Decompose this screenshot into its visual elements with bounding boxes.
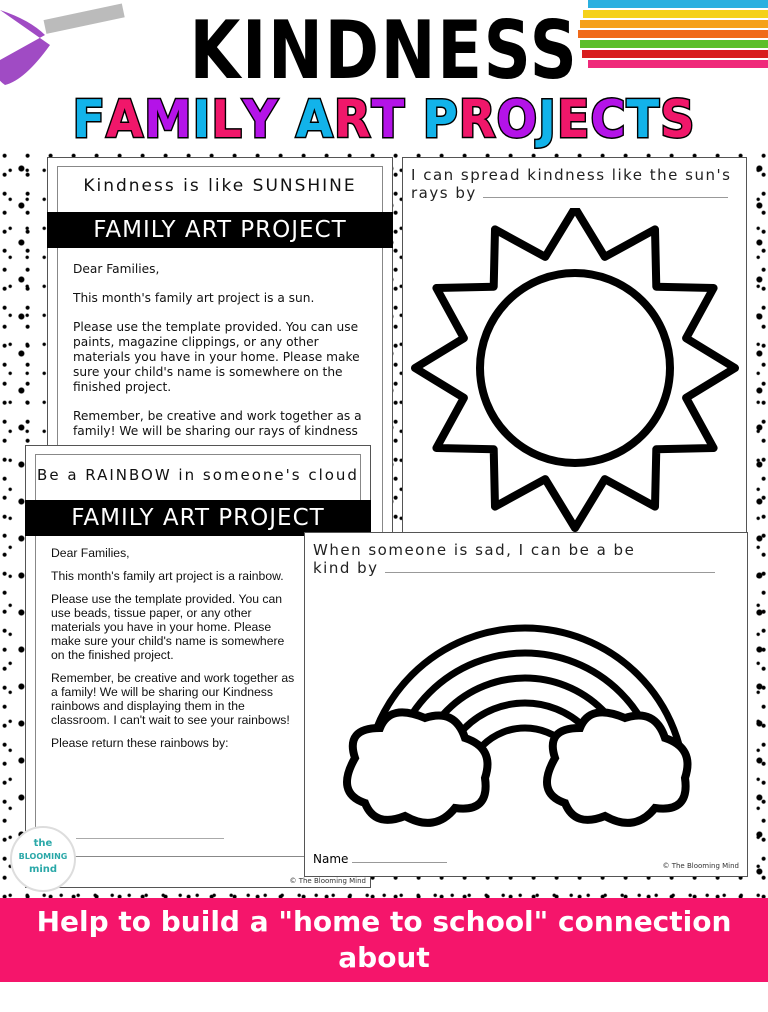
subtitle-letter: S	[660, 90, 696, 150]
return-date-line	[76, 838, 224, 839]
sun-center	[480, 273, 670, 463]
paragraph: This month's family art project is a rainbow.	[51, 569, 284, 583]
rainbow-drawing	[335, 588, 715, 838]
greeting: Dear Families,	[51, 546, 130, 560]
copyright: © The Blooming Mind	[662, 862, 739, 870]
banner-line-1: Help to build a "home to school" connection about	[36, 905, 732, 974]
subtitle-letter: R	[458, 90, 497, 150]
sun-prompt: I can spread kindness like the sun's rays by	[411, 166, 732, 202]
return-by-label: Please return these rainbows by:	[51, 736, 229, 750]
subtitle-letter: I	[192, 90, 212, 150]
subtitle-letter: M	[144, 90, 193, 150]
subtitle-letter: C	[590, 90, 627, 150]
banner-line-2: KINDNESS with your students and their families.	[0, 977, 768, 1010]
subtitle-letter: E	[556, 90, 591, 150]
subtitle-letter: R	[333, 90, 372, 150]
subtitle-letter: A	[295, 90, 334, 150]
sun-letter-body: Dear Families, This month's family art project is a sun. Please use the template provided. You can use paints, magazine clippings, or any other materials you have in your home. Please make sure your child's name is somewhere on the finished project. Remember, be creative and work together as a family! We will be sharing our rays of kindness	[73, 262, 383, 453]
sun-letter-bar: FAMILY ART PROJECT	[47, 212, 393, 248]
subtitle-letter: F	[72, 90, 107, 150]
subtitle-letter: Y	[242, 90, 279, 150]
subtitle-letter: A	[106, 90, 145, 150]
subtitle-letter	[405, 90, 423, 150]
paragraph: This month's family art project is a sun.	[73, 291, 315, 305]
subtitle-letter: T	[626, 90, 661, 150]
sun-template-page	[402, 157, 747, 537]
rainbow-letter-heading: Be a RAINBOW in someone's cloud	[37, 466, 359, 484]
subtitle-letter: J	[538, 90, 557, 150]
subtitle-letter: T	[371, 90, 406, 150]
rainbow-prompt: When someone is sad, I can be a be kind by	[313, 541, 739, 577]
sun-letter-heading: Kindness is like SUNSHINE	[83, 176, 357, 196]
copyright: © The Blooming Mind	[289, 877, 366, 885]
subtitle-letter	[278, 90, 296, 150]
sun-drawing	[408, 208, 743, 538]
rainbow-letter-bar: FAMILY ART PROJECT	[25, 500, 371, 536]
subtitle-letter: L	[211, 90, 243, 150]
subtitle	[31, 90, 738, 150]
the-blooming-mind-logo: the BLOOMING mind	[10, 826, 76, 892]
main-title: KINDNESS	[189, 4, 579, 97]
rainbow-letter-body: Dear Families, This month's family art project is a rainbow. Please use the template provided. You can use beads, tissue paper, or any other materials you have in your home. Please make sure your child's name is somewhere on the finished project. Remember, be creative and work together as a family! We will be sharing our Kindness rainbows and displaying them in the classroom. I can't wait to see your rainbows! Please return these rainbows by:	[51, 546, 299, 759]
greeting: Dear Families,	[73, 262, 160, 276]
subtitle-letter: P	[422, 90, 459, 150]
name-field: Name	[313, 852, 447, 866]
bottom-banner	[0, 898, 768, 1010]
subtitle-letter: O	[496, 90, 539, 150]
rainbow-template-page	[304, 532, 748, 877]
